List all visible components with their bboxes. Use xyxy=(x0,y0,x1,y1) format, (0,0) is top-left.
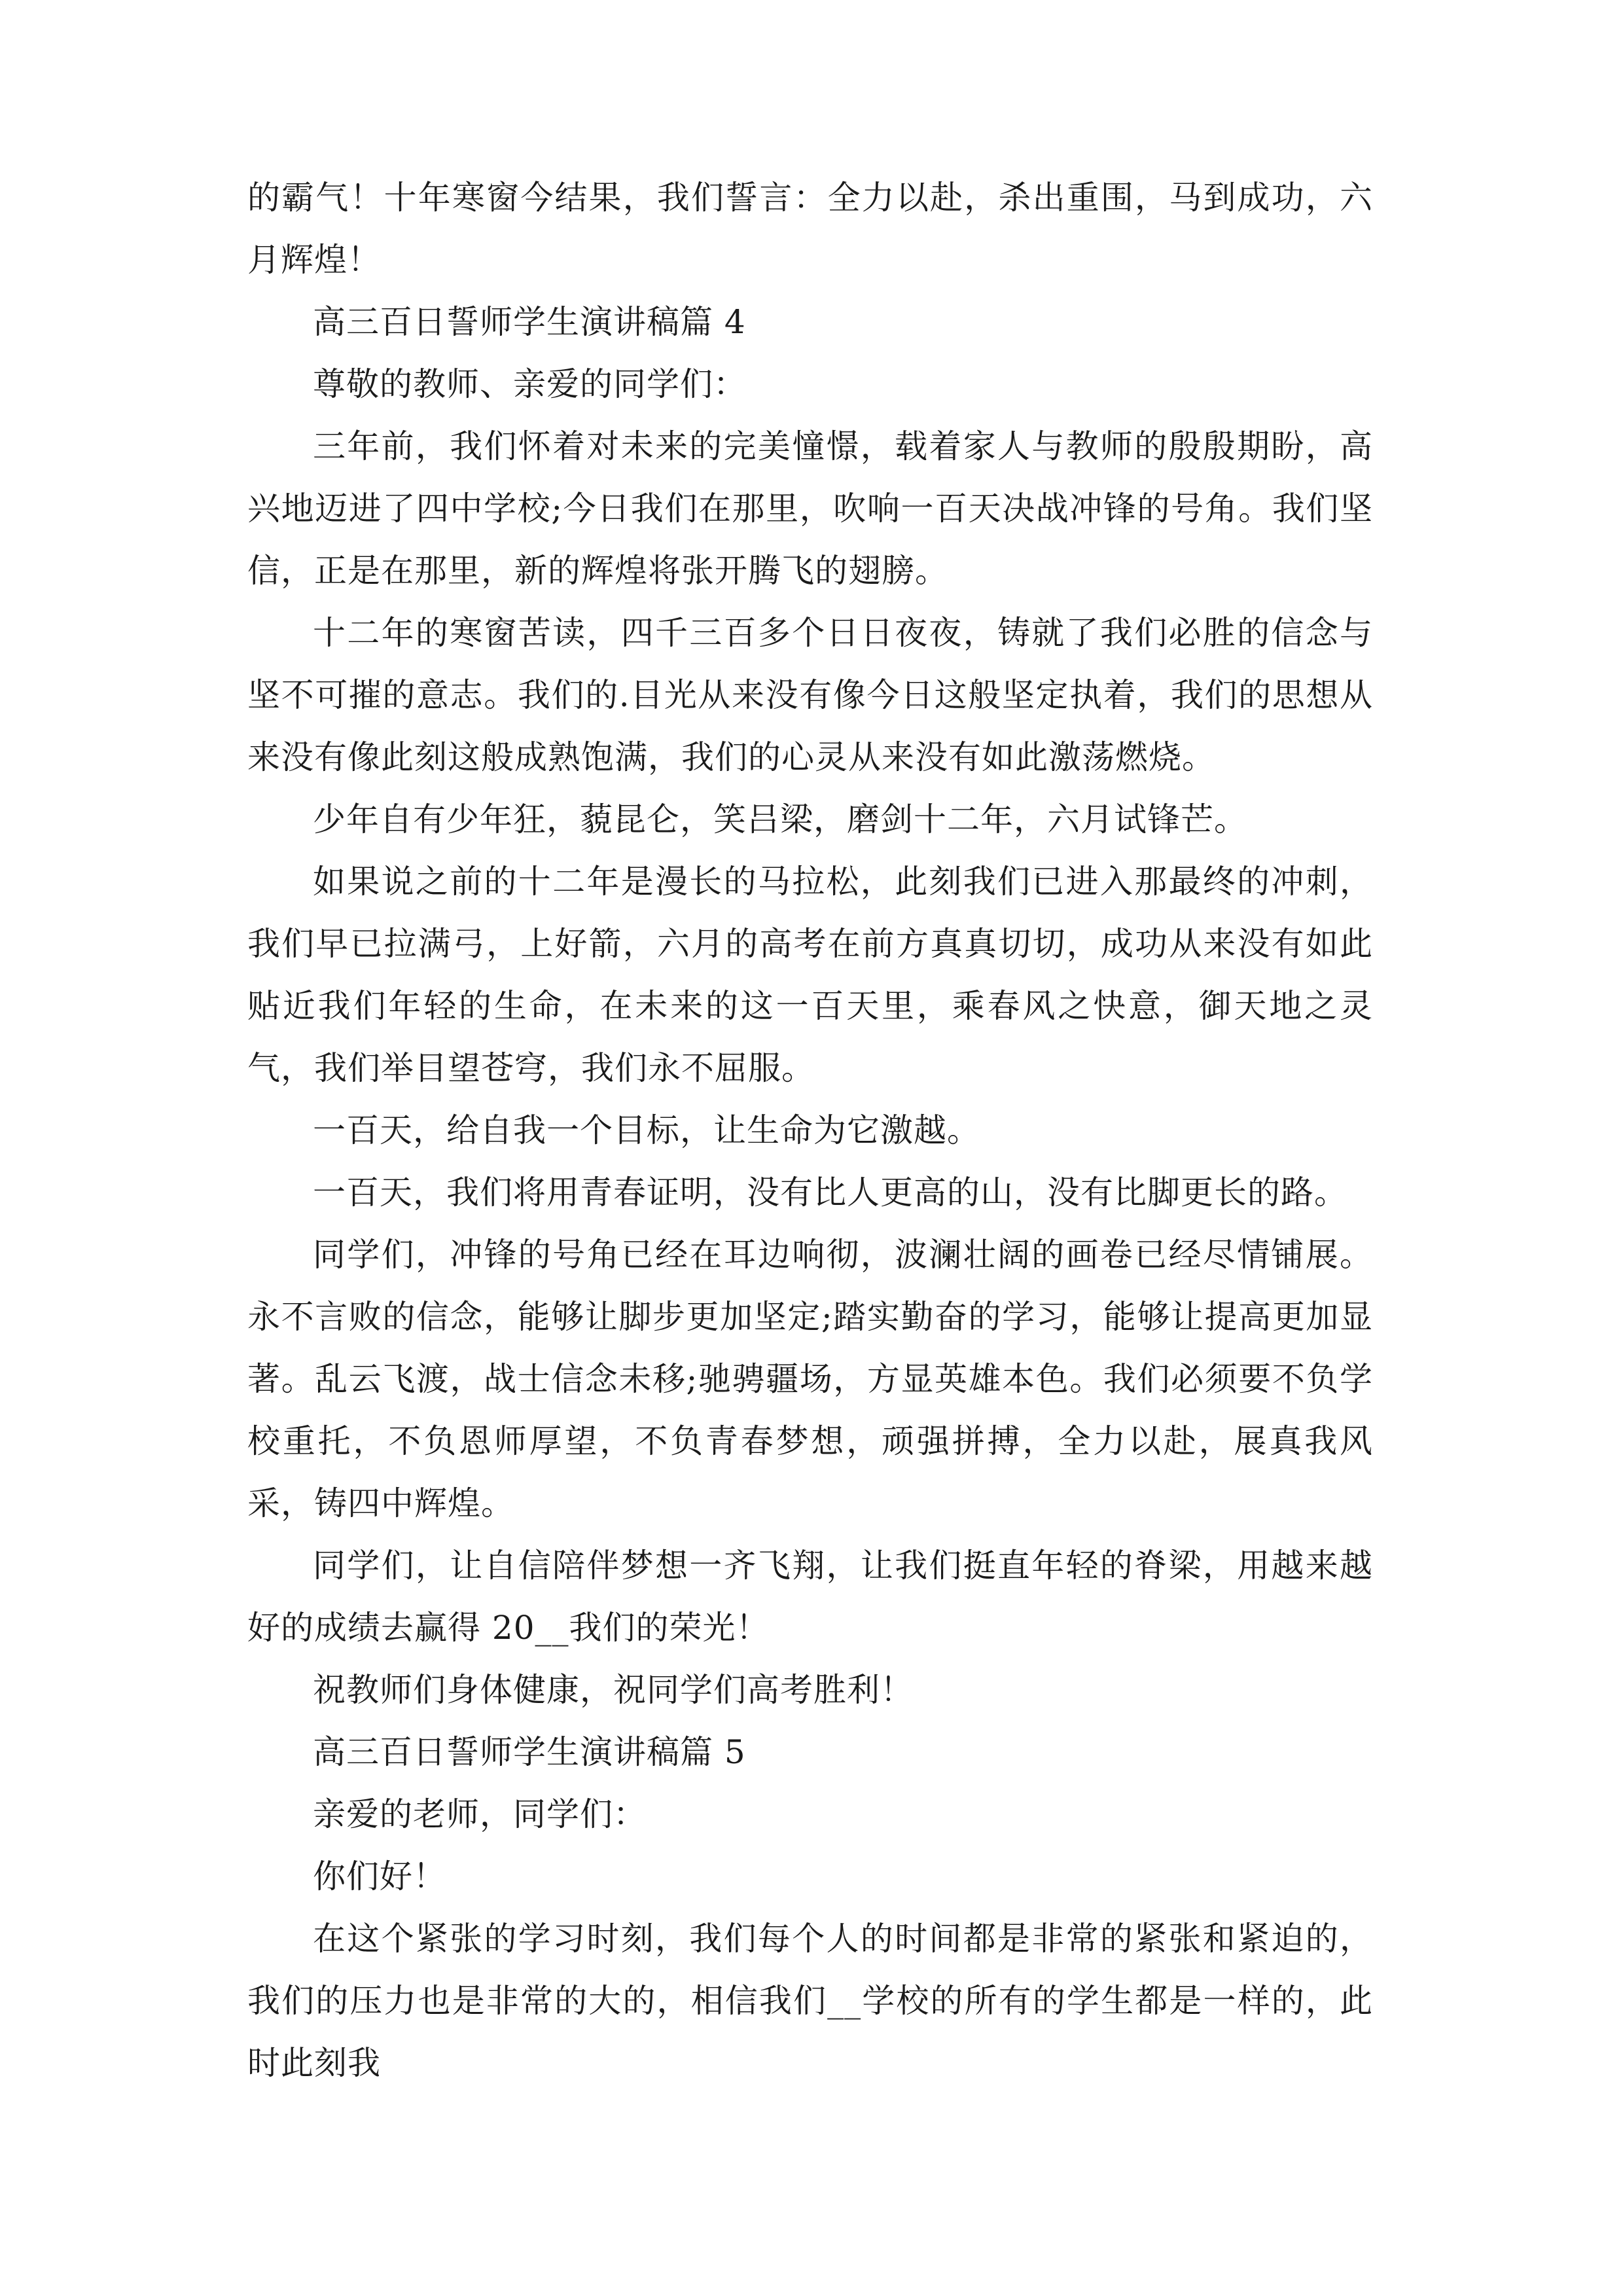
body-paragraph: 如果说之前的十二年是漫长的马拉松，此刻我们已进入那最终的冲刺，我们早已拉满弓，上好箭，六月的高考在前方真真切切，成功从来没有如此贴近我们年轻的生命，在未来的这一百天里，乘春风之快意，御天地之灵气，我们举目望苍穹，我们永不屈服。 xyxy=(247,863,1373,1087)
closing-wish-paragraph: 祝教师们身体健康，祝同学们高考胜利！ xyxy=(313,1671,914,1709)
body-paragraph: 在这个紧张的学习时刻，我们每个人的时间都是非常的紧张和紧迫的，我们的压力也是非常的大的，相信我们__学校的所有的学生都是一样的，此时此刻我 xyxy=(247,1920,1373,2082)
salutation-paragraph: 尊敬的教师、亲爱的同学们： xyxy=(313,365,747,403)
body-paragraph: 少年自有少年狂，藐昆仑，笑吕梁，磨剑十二年，六月试锋芒。 xyxy=(313,800,1247,838)
section-heading-4: 高三百日誓师学生演讲稿篇 4 xyxy=(313,303,746,341)
salutation-paragraph: 亲爱的老师，同学们： xyxy=(313,1795,647,1833)
body-paragraph: 一百天，给自我一个目标，让生命为它激越。 xyxy=(313,1111,980,1149)
document-body xyxy=(247,167,1373,2094)
greeting-paragraph: 你们好！ xyxy=(313,1857,446,1895)
body-paragraph: 一百天，我们将用青春证明，没有比人更高的山，没有比脚更长的路。 xyxy=(313,1174,1347,1211)
body-paragraph: 同学们，让自信陪伴梦想一齐飞翔，让我们挺直年轻的脊梁，用越来越好的成绩去赢得 20__我们的荣光！ xyxy=(247,1547,1373,1647)
paragraph-continuation: 的霸气！十年寒窗今结果，我们誓言：全力以赴，杀出重围，马到成功，六月辉煌！ xyxy=(247,179,1373,279)
body-paragraph: 同学们，冲锋的号角已经在耳边响彻，波澜壮阔的画卷已经尽情铺展。永不言败的信念，能够让脚步更加坚定;踏实勤奋的学习，能够让提高更加显著。乱云飞渡，战士信念未移;驰骋疆场，方显英雄本色。我们必须要不负学校重托，不负恩师厚望，不负青春梦想，顽强拼搏，全力以赴，展真我风采，铸四中辉煌。 xyxy=(247,1236,1373,1522)
body-paragraph: 三年前，我们怀着对未来的完美憧憬，载着家人与教师的殷殷期盼，高兴地迈进了四中学校;今日我们在那里，吹响一百天决战冲锋的号角。我们坚信，正是在那里，新的辉煌将张开腾飞的翅膀。 xyxy=(247,427,1373,590)
section-heading-5: 高三百日誓师学生演讲稿篇 5 xyxy=(313,1733,746,1771)
body-paragraph: 十二年的寒窗苦读，四千三百多个日日夜夜，铸就了我们必胜的信念与坚不可摧的意志。我们的.目光从来没有像今日这般坚定执着，我们的思想从来没有像此刻这般成熟饱满，我们的心灵从来没有如此激荡燃烧。 xyxy=(247,614,1373,776)
